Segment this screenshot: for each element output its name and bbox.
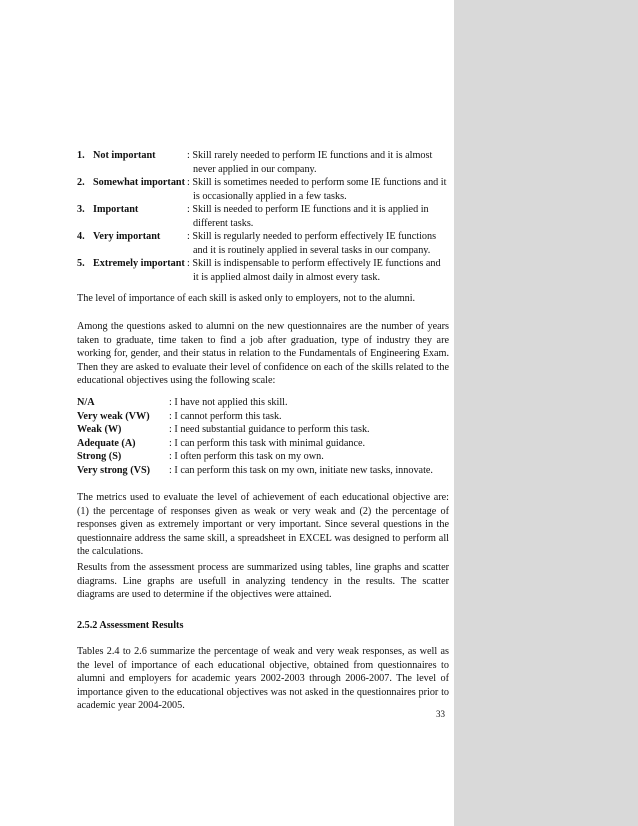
item-term: Important [93,204,139,215]
confidence-item-a [77,437,449,451]
paragraph-tables: Tables 2.4 to 2.6 summarize the percentage of weak and very weak responses, as well as the level of importance of each educational objective, obtained from questionnaires to alumni and employers for academic years 2002-2003 through 2006-2007. The level of importance given to the educational objectives was not asked in the questionnaires prior to academic year 2004-2005. [77,646,449,711]
page-number: 33 [436,709,445,719]
confidence-item-vs [77,464,449,478]
item-term: Extremely important [93,258,185,269]
item-number: 4. [77,231,85,242]
comment-pane [454,0,638,826]
rating-desc: : I can perform this task on my own, initiate new tasks, innovate. [169,464,433,476]
rating-term: Very weak (VW) [77,410,150,422]
rating-term: Weak (W) [77,424,122,435]
confidence-item-na [77,396,449,410]
item-number: 2. [77,177,85,188]
rating-term: Very strong (VS) [77,464,151,476]
item-desc: : Skill is needed to perform IE functions and it is applied in different tasks. [187,204,429,229]
paragraph-results: Results from the assessment process are summarized using tables, line graphs and scatter diagrams. Line graphs are usefull in analyzing tendency in the results. The scatter diagrams are used to determine if the objectives were attained. [77,562,449,600]
confidence-item-w [77,423,449,437]
item-desc: : Skill is indispensable to perform effectively IE functions and it is applied almost daily in almost every task. [187,258,441,283]
item-term: Somewhat important [93,177,185,188]
rating-desc: : I need substantial guidance to perform this task. [169,424,370,435]
rating-desc: : I often perform this task on my own. [169,451,324,462]
item-desc: : Skill rarely needed to perform IE functions and it is almost never applied in our company. [187,150,433,175]
item-number: 1. [77,150,85,161]
paragraph-employers: The level of importance of each skill is asked only to employers, not to the alumni. [77,293,416,304]
confidence-item-s [77,450,449,464]
item-term: Not important [93,150,156,161]
paragraph-alumni: Among the questions asked to alumni on the new questionnaires are the number of years taken to graduate, time taken to find a job after graduation, type of industry they are working for, gender, and their status in relation to the Fundamentals of Engineering Exam. Then they are asked to evaluate their level of confidence on each of the skills related to the educational objectives using the following scale: [77,321,449,386]
rating-term: Strong (S) [77,451,122,462]
rating-term: Adequate (A) [77,437,136,449]
rating-desc: : I cannot perform this task. [169,410,282,422]
item-desc: : Skill is sometimes needed to perform some IE functions and it is occasionally applied in a few tasks. [187,177,447,202]
item-number: 3. [77,204,85,215]
item-term: Very important [93,231,161,242]
paragraph-metrics: The metrics used to evaluate the level of achievement of each educational objective are: (1) the percentage of responses given as weak or very weak and (2) the percentage of responses given as extremely important or very important. Since several questions in the questionnaire address the same skill, a spreadsheet in EXCEL was designed to perform all the calculations. [77,492,449,557]
item-number: 5. [77,258,85,269]
item-desc: : Skill is regularly needed to perform effectively IE functions and it is routinely applied in several tasks in our company. [187,231,437,256]
rating-desc: : I can perform this task with minimal guidance. [169,437,366,449]
confidence-item-vw [77,410,449,424]
rating-term: N/A [77,397,95,408]
section-heading: 2.5.2 Assessment Results [77,620,184,631]
rating-desc: : I have not applied this skill. [169,397,288,408]
